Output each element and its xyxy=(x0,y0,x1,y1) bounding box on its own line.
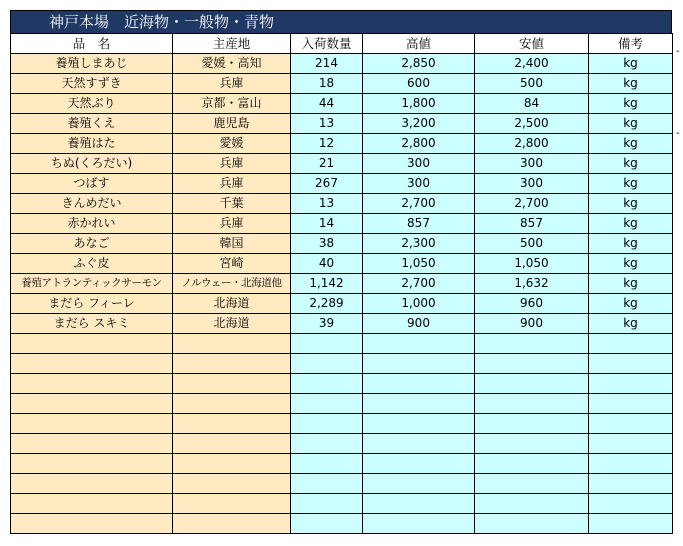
cell-high-price: 600 xyxy=(363,74,475,94)
empty-row xyxy=(11,434,673,454)
empty-cell xyxy=(291,334,363,354)
cell-high-price: 1,800 xyxy=(363,94,475,114)
cell-quantity: 1,142 xyxy=(291,274,363,294)
edge-mark: ‐ xyxy=(676,128,680,139)
empty-cell xyxy=(173,354,291,374)
empty-cell xyxy=(475,454,589,474)
empty-cell xyxy=(173,394,291,414)
cell-unit: kg xyxy=(589,274,673,294)
header-low-price: 安値 xyxy=(475,34,589,54)
empty-cell xyxy=(173,414,291,434)
empty-cell xyxy=(475,334,589,354)
cell-unit: kg xyxy=(589,54,673,74)
empty-row xyxy=(11,494,673,514)
empty-cell xyxy=(11,354,173,374)
table-row xyxy=(11,314,673,334)
table-row xyxy=(11,274,673,294)
cell-low-price: 2,800 xyxy=(475,134,589,154)
empty-cell xyxy=(475,374,589,394)
cell-item-name: あなご xyxy=(11,234,173,254)
cell-item-name: 養殖しまあじ xyxy=(11,54,173,74)
header-quantity: 入荷数量 xyxy=(291,34,363,54)
empty-cell xyxy=(291,494,363,514)
empty-cell xyxy=(291,354,363,374)
empty-cell xyxy=(11,394,173,414)
empty-cell xyxy=(589,454,673,474)
cell-quantity: 18 xyxy=(291,74,363,94)
empty-cell xyxy=(291,394,363,414)
cell-low-price: 84 xyxy=(475,94,589,114)
cell-low-price: 2,500 xyxy=(475,114,589,134)
empty-cell xyxy=(291,454,363,474)
table-row xyxy=(11,174,673,194)
empty-cell xyxy=(475,414,589,434)
cell-low-price: 900 xyxy=(475,314,589,334)
cell-high-price: 300 xyxy=(363,154,475,174)
cell-high-price: 900 xyxy=(363,314,475,334)
empty-cell xyxy=(589,434,673,454)
table-row xyxy=(11,194,673,214)
empty-cell xyxy=(173,514,291,534)
cell-origin: 韓国 xyxy=(173,234,291,254)
cell-origin: 愛媛 xyxy=(173,134,291,154)
cell-item-name: まだら スキミ xyxy=(11,314,173,334)
cell-quantity: 39 xyxy=(291,314,363,334)
cell-low-price: 2,700 xyxy=(475,194,589,214)
cell-quantity: 38 xyxy=(291,234,363,254)
cell-high-price: 300 xyxy=(363,174,475,194)
cell-item-name: つばす xyxy=(11,174,173,194)
empty-cell xyxy=(589,474,673,494)
table-row xyxy=(11,134,673,154)
cell-quantity: 214 xyxy=(291,54,363,74)
empty-cell xyxy=(475,354,589,374)
cell-item-name: 天然ぶり xyxy=(11,94,173,114)
cell-quantity: 2,289 xyxy=(291,294,363,314)
cell-high-price: 2,800 xyxy=(363,134,475,154)
cell-high-price: 1,050 xyxy=(363,254,475,274)
empty-cell xyxy=(173,454,291,474)
cell-unit: kg xyxy=(589,74,673,94)
cell-origin: ノルウェー・北海道他 xyxy=(173,274,291,294)
empty-cell xyxy=(173,494,291,514)
table-row xyxy=(11,254,673,274)
empty-cell xyxy=(173,334,291,354)
header-origin: 主産地 xyxy=(173,34,291,54)
header-name: 品 名 xyxy=(11,34,173,54)
cell-item-name: 養殖アトランティックサーモン xyxy=(11,274,173,294)
cell-unit: kg xyxy=(589,254,673,274)
table-row xyxy=(11,54,673,74)
cell-low-price: 500 xyxy=(475,234,589,254)
cell-quantity: 13 xyxy=(291,114,363,134)
empty-cell xyxy=(363,474,475,494)
cell-origin: 兵庫 xyxy=(173,214,291,234)
empty-row xyxy=(11,394,673,414)
cell-item-name: 天然すずき xyxy=(11,74,173,94)
empty-row xyxy=(11,454,673,474)
empty-cell xyxy=(291,514,363,534)
cell-quantity: 40 xyxy=(291,254,363,274)
cell-unit: kg xyxy=(589,294,673,314)
empty-cell xyxy=(363,514,475,534)
empty-cell xyxy=(11,434,173,454)
empty-cell xyxy=(173,374,291,394)
table-row xyxy=(11,234,673,254)
cell-low-price: 300 xyxy=(475,174,589,194)
cell-high-price: 2,850 xyxy=(363,54,475,74)
cell-origin: 京都・富山 xyxy=(173,94,291,114)
cell-item-name: ふぐ皮 xyxy=(11,254,173,274)
cell-high-price: 2,700 xyxy=(363,274,475,294)
empty-cell xyxy=(11,414,173,434)
header-remarks: 備考 xyxy=(589,34,673,54)
empty-cell xyxy=(291,414,363,434)
cell-quantity: 14 xyxy=(291,214,363,234)
market-price-sheet xyxy=(10,10,673,534)
empty-cell xyxy=(173,434,291,454)
cell-low-price: 300 xyxy=(475,154,589,174)
empty-cell xyxy=(589,494,673,514)
empty-cell xyxy=(589,514,673,534)
cell-item-name: 赤かれい xyxy=(11,214,173,234)
empty-cell xyxy=(589,334,673,354)
cell-item-name: きんめだい xyxy=(11,194,173,214)
cell-item-name: 養殖くえ xyxy=(11,114,173,134)
empty-cell xyxy=(11,494,173,514)
cell-low-price: 857 xyxy=(475,214,589,234)
empty-cell xyxy=(589,374,673,394)
empty-row xyxy=(11,334,673,354)
cell-origin: 兵庫 xyxy=(173,74,291,94)
table-row xyxy=(11,74,673,94)
cell-quantity: 267 xyxy=(291,174,363,194)
cell-low-price: 500 xyxy=(475,74,589,94)
empty-row xyxy=(11,514,673,534)
empty-cell xyxy=(11,454,173,474)
edge-mark: ‐ xyxy=(676,46,680,57)
table-row xyxy=(11,94,673,114)
cell-quantity: 44 xyxy=(291,94,363,114)
header-high-price: 高値 xyxy=(363,34,475,54)
cell-origin: 宮崎 xyxy=(173,254,291,274)
empty-cell xyxy=(291,474,363,494)
table-row xyxy=(11,294,673,314)
empty-cell xyxy=(11,374,173,394)
cell-origin: 愛媛・高知 xyxy=(173,54,291,74)
cell-unit: kg xyxy=(589,314,673,334)
cell-unit: kg xyxy=(589,94,673,114)
empty-cell xyxy=(11,514,173,534)
cell-unit: kg xyxy=(589,174,673,194)
cell-origin: 北海道 xyxy=(173,314,291,334)
empty-cell xyxy=(363,494,475,514)
cell-high-price: 857 xyxy=(363,214,475,234)
cell-origin: 兵庫 xyxy=(173,174,291,194)
empty-cell xyxy=(475,494,589,514)
empty-cell xyxy=(291,374,363,394)
table-row xyxy=(11,214,673,234)
empty-cell xyxy=(291,434,363,454)
cell-high-price: 2,700 xyxy=(363,194,475,214)
empty-cell xyxy=(475,514,589,534)
cell-origin: 北海道 xyxy=(173,294,291,314)
header-row xyxy=(11,34,673,54)
cell-unit: kg xyxy=(589,234,673,254)
cell-quantity: 13 xyxy=(291,194,363,214)
empty-cell xyxy=(363,414,475,434)
cell-quantity: 12 xyxy=(291,134,363,154)
table-body xyxy=(11,54,673,534)
cell-origin: 兵庫 xyxy=(173,154,291,174)
empty-cell xyxy=(11,334,173,354)
empty-cell xyxy=(475,474,589,494)
cell-unit: kg xyxy=(589,114,673,134)
empty-row xyxy=(11,474,673,494)
empty-cell xyxy=(363,434,475,454)
empty-row xyxy=(11,354,673,374)
cell-unit: kg xyxy=(589,154,673,174)
empty-cell xyxy=(363,334,475,354)
cell-low-price: 960 xyxy=(475,294,589,314)
cell-unit: kg xyxy=(589,214,673,234)
cell-unit: kg xyxy=(589,194,673,214)
cell-origin: 千葉 xyxy=(173,194,291,214)
empty-row xyxy=(11,414,673,434)
price-table xyxy=(10,33,673,534)
empty-cell xyxy=(363,374,475,394)
empty-cell xyxy=(475,394,589,414)
table-row xyxy=(11,154,673,174)
empty-cell xyxy=(363,454,475,474)
cell-item-name: 養殖はた xyxy=(11,134,173,154)
cell-high-price: 3,200 xyxy=(363,114,475,134)
cell-high-price: 1,000 xyxy=(363,294,475,314)
cell-unit: kg xyxy=(589,134,673,154)
empty-cell xyxy=(589,354,673,374)
cell-item-name: まだら フィーレ xyxy=(11,294,173,314)
cell-high-price: 2,300 xyxy=(363,234,475,254)
cell-origin: 鹿児島 xyxy=(173,114,291,134)
cell-low-price: 2,400 xyxy=(475,54,589,74)
empty-cell xyxy=(589,394,673,414)
empty-cell xyxy=(475,434,589,454)
table-row xyxy=(11,114,673,134)
empty-cell xyxy=(589,414,673,434)
empty-cell xyxy=(173,474,291,494)
cell-low-price: 1,632 xyxy=(475,274,589,294)
empty-cell xyxy=(363,394,475,414)
empty-cell xyxy=(363,354,475,374)
cell-low-price: 1,050 xyxy=(475,254,589,274)
sheet-title: 神戸本場 近海物・一般物・青物 xyxy=(10,10,672,33)
cell-item-name: ちぬ(くろだい) xyxy=(11,154,173,174)
empty-cell xyxy=(11,474,173,494)
cell-quantity: 21 xyxy=(291,154,363,174)
empty-row xyxy=(11,374,673,394)
